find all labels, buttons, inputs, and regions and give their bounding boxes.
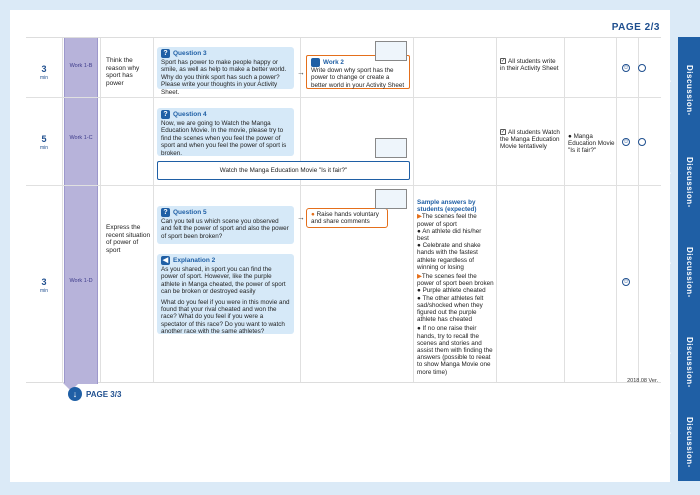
- question-icon: ?: [161, 208, 170, 217]
- page-number: PAGE 2/3: [611, 22, 660, 33]
- next-page-link[interactable]: ↓ PAGE 3/3: [68, 387, 121, 401]
- time-cell: 3 min: [39, 277, 49, 294]
- question-box: ? Question 5 Can you tell us which scene you observed and felt the power of sport and also the power of sport been broken?: [157, 206, 294, 244]
- triangle-icon: ▶: [417, 213, 422, 221]
- material-text: ● Manga Education Movie "Is it fair?": [568, 133, 615, 155]
- triangle-icon: ▶: [417, 273, 422, 281]
- sidebar-band: [663, 37, 700, 481]
- sidebar-label: Discussion-base: [663, 336, 694, 388]
- teacher-illustration: [375, 41, 407, 61]
- movie-banner: Watch the Manga Education Movie "Is it fair?": [157, 161, 410, 180]
- class-illustration: [375, 189, 407, 209]
- sidebar-label: Discussion-base: [663, 246, 694, 298]
- smile-icon: ☺: [623, 65, 630, 71]
- question-box: ? Question 3 Sport has power to make people happy or smile, as well as help to make a better world. Why do you think sport has such a power? Please write your thoughts in your Activity Sheet.: [157, 47, 294, 89]
- arrow-icon: →: [297, 68, 305, 77]
- work-label: Work 1-B: [69, 63, 93, 69]
- sample-answers: Sample answers by students (expected) ▶The scenes feel the power of sport ● An athlete did his/her best ● Celebrate and shake hands with the fastest athlete regardless of winning or losing ▶The scenes feel the power of sport been broken ● Purple athlete cheated ● The other athletes felt sad/shocked when they figured out the purple athlete has cheated ● If no one raise their hands, try to recall the scenes and stories and assist them with finding the answers (possible to reeat to show Manga Movie one more time): [417, 199, 494, 376]
- sidebar-label: Discussion-base: [663, 416, 694, 468]
- sidebar-label: Discussion-base: [663, 156, 694, 208]
- response-box: ● Raise hands voluntary and share comments: [306, 208, 388, 228]
- checkbox-icon: ✓: [501, 58, 506, 64]
- arrow-icon: →: [297, 213, 305, 222]
- table-row: [26, 38, 661, 98]
- work-label: Work 1-C: [69, 135, 93, 141]
- table-row: [26, 98, 661, 186]
- question-icon: ?: [161, 110, 170, 119]
- sidebar-label: Discussion-base: [663, 64, 694, 116]
- check-text: ✓ All students Watch the Manga Education Movie tentatively: [500, 129, 560, 151]
- circle-icon: [638, 64, 646, 72]
- checkbox-icon: ✓: [501, 129, 506, 135]
- question-box: ? Question 4 Now, we are going to Watch the Manga Education Movie. In the movie, please try to find the scenes when you feel the power of sport and when you feel the power of sport is broken.: [157, 108, 294, 156]
- hand-icon: [311, 58, 320, 67]
- down-arrow-icon: ↓: [68, 387, 82, 401]
- version-label: 2018.08 Ver.: [627, 378, 658, 384]
- question-icon: ?: [161, 49, 170, 58]
- time-cell: 3 min: [39, 64, 49, 81]
- speaker-icon: ◀: [162, 257, 169, 264]
- time-cell: 5 min: [39, 134, 49, 151]
- work-label: Work 1-D: [69, 278, 93, 284]
- purpose-text: Express the recent situation of power of sport: [106, 224, 151, 254]
- bullet-icon: ●: [311, 211, 315, 218]
- movie-illustration: [375, 138, 407, 158]
- work-box: Work 2 Write down why sport has the power to change or create a better world in your Activity Sheet: [306, 55, 410, 89]
- table-row: [26, 186, 661, 384]
- purpose-text: Think the reason why sport has power: [106, 57, 140, 87]
- lesson-table: [26, 37, 661, 383]
- smile-icon: ☺: [623, 139, 630, 145]
- check-text: ✓ All students write in their Activity Sheet: [500, 58, 559, 73]
- smile-icon: ☺: [623, 279, 630, 285]
- explanation-box: ◀ Explanation 2 As you shared, in sport you can find the power of sport. However, like the purple athlete in Manga cheated, the power of sport can be broken or destroyed easily What do you feel if you were in this movie and found that your rival cheated and won the race? What do you feel if you were a spectator of this race? Do you want to watch another race with the same athletes?: [157, 254, 294, 334]
- circle-icon: [638, 138, 646, 146]
